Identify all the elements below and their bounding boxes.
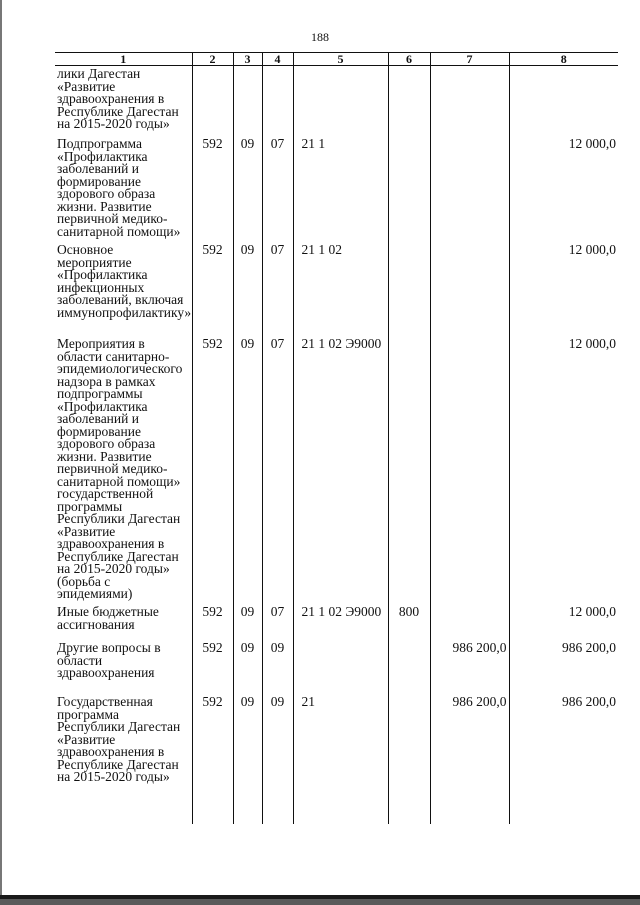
row-amount-8: 12 000,0 — [509, 244, 618, 338]
header-row — [55, 53, 618, 66]
row-target-code: 21 1 02 Э9000 — [293, 338, 388, 606]
row-section-code: 09 — [233, 642, 262, 696]
row-section-code: 09 — [233, 696, 262, 824]
table-row — [55, 66, 618, 139]
column-header: 3 — [233, 53, 262, 66]
row-amount-7 — [430, 138, 509, 244]
row-target-code: 21 1 02 Э9000 — [293, 606, 388, 642]
row-name: Иные бюджетные ассигнования — [55, 606, 192, 642]
row-subsection-code: 07 — [262, 138, 293, 244]
row-amount-7 — [430, 244, 509, 338]
row-section-code — [233, 66, 262, 139]
row-amount-8: 986 200,0 — [509, 696, 618, 824]
row-amount-8: 12 000,0 — [509, 338, 618, 606]
row-name: Государственная программа Республики Дагестан «Развитие здравоохранения в Республике Дагестан на 2015-2020 годы» — [55, 696, 192, 824]
scan-left-edge — [0, 0, 2, 905]
column-header: 5 — [293, 53, 388, 66]
table-row — [55, 338, 618, 606]
row-target-code: 21 — [293, 696, 388, 824]
row-amount-7 — [430, 66, 509, 139]
row-ministry-code — [192, 66, 233, 139]
row-subsection-code: 07 — [262, 606, 293, 642]
row-ministry-code: 592 — [192, 138, 233, 244]
row-expense-type — [388, 696, 430, 824]
row-target-code: 21 1 02 — [293, 244, 388, 338]
table-row — [55, 606, 618, 642]
row-expense-type — [388, 642, 430, 696]
row-amount-8: 12 000,0 — [509, 138, 618, 244]
row-section-code: 09 — [233, 244, 262, 338]
row-name: Подпрограмма «Профилактика заболеваний и формирование здорового образа жизни. Развитие первичной медико-санитарной помощи» — [55, 138, 192, 244]
row-amount-8: 986 200,0 — [509, 642, 618, 696]
row-ministry-code: 592 — [192, 338, 233, 606]
row-target-code — [293, 66, 388, 139]
row-section-code: 09 — [233, 338, 262, 606]
row-name: лики Дагестан «Развитие здравоохранения в Республике Дагестан на 2015-2020 годы» — [55, 66, 192, 139]
row-amount-7 — [430, 606, 509, 642]
row-subsection-code — [262, 66, 293, 139]
budget-table — [55, 52, 618, 824]
table-row — [55, 138, 618, 244]
row-name: Мероприятия в области санитарно-эпидемиологического надзора в рамках подпрограммы «Профилактика заболеваний и формирование здорового образа жизни. Развитие первичной медико-санитарной помощи» государственной программы Республики Дагестан «Развитие здравоохранения в Республике Дагестан на 2015-2020 годы» (борьба с эпидемиями) — [55, 338, 192, 606]
row-expense-type — [388, 244, 430, 338]
column-header: 2 — [192, 53, 233, 66]
table-row — [55, 642, 618, 696]
row-subsection-code: 09 — [262, 696, 293, 824]
table-row — [55, 696, 618, 824]
row-name: Другие вопросы в области здравоохранения — [55, 642, 192, 696]
column-header: 4 — [262, 53, 293, 66]
column-header: 6 — [388, 53, 430, 66]
row-amount-7 — [430, 338, 509, 606]
page-number: 188 — [311, 30, 329, 44]
row-amount-7: 986 200,0 — [430, 696, 509, 824]
row-amount-8 — [509, 66, 618, 139]
table-row — [55, 244, 618, 338]
row-expense-type — [388, 338, 430, 606]
column-header: 7 — [430, 53, 509, 66]
row-section-code: 09 — [233, 138, 262, 244]
scan-bottom-shade — [0, 899, 640, 905]
row-expense-type — [388, 66, 430, 139]
column-header: 8 — [509, 53, 618, 66]
row-ministry-code: 592 — [192, 244, 233, 338]
row-amount-7: 986 200,0 — [430, 642, 509, 696]
row-subsection-code: 07 — [262, 338, 293, 606]
row-section-code: 09 — [233, 606, 262, 642]
row-subsection-code: 07 — [262, 244, 293, 338]
row-expense-type: 800 — [388, 606, 430, 642]
row-amount-8: 12 000,0 — [509, 606, 618, 642]
row-ministry-code: 592 — [192, 696, 233, 824]
row-subsection-code: 09 — [262, 642, 293, 696]
row-expense-type — [388, 138, 430, 244]
row-ministry-code: 592 — [192, 606, 233, 642]
column-header: 1 — [55, 53, 192, 66]
row-target-code — [293, 642, 388, 696]
row-target-code: 21 1 — [293, 138, 388, 244]
row-ministry-code: 592 — [192, 642, 233, 696]
row-name: Основное мероприятие «Профилактика инфекционных заболеваний, включая иммунопрофилактику» — [55, 244, 192, 338]
